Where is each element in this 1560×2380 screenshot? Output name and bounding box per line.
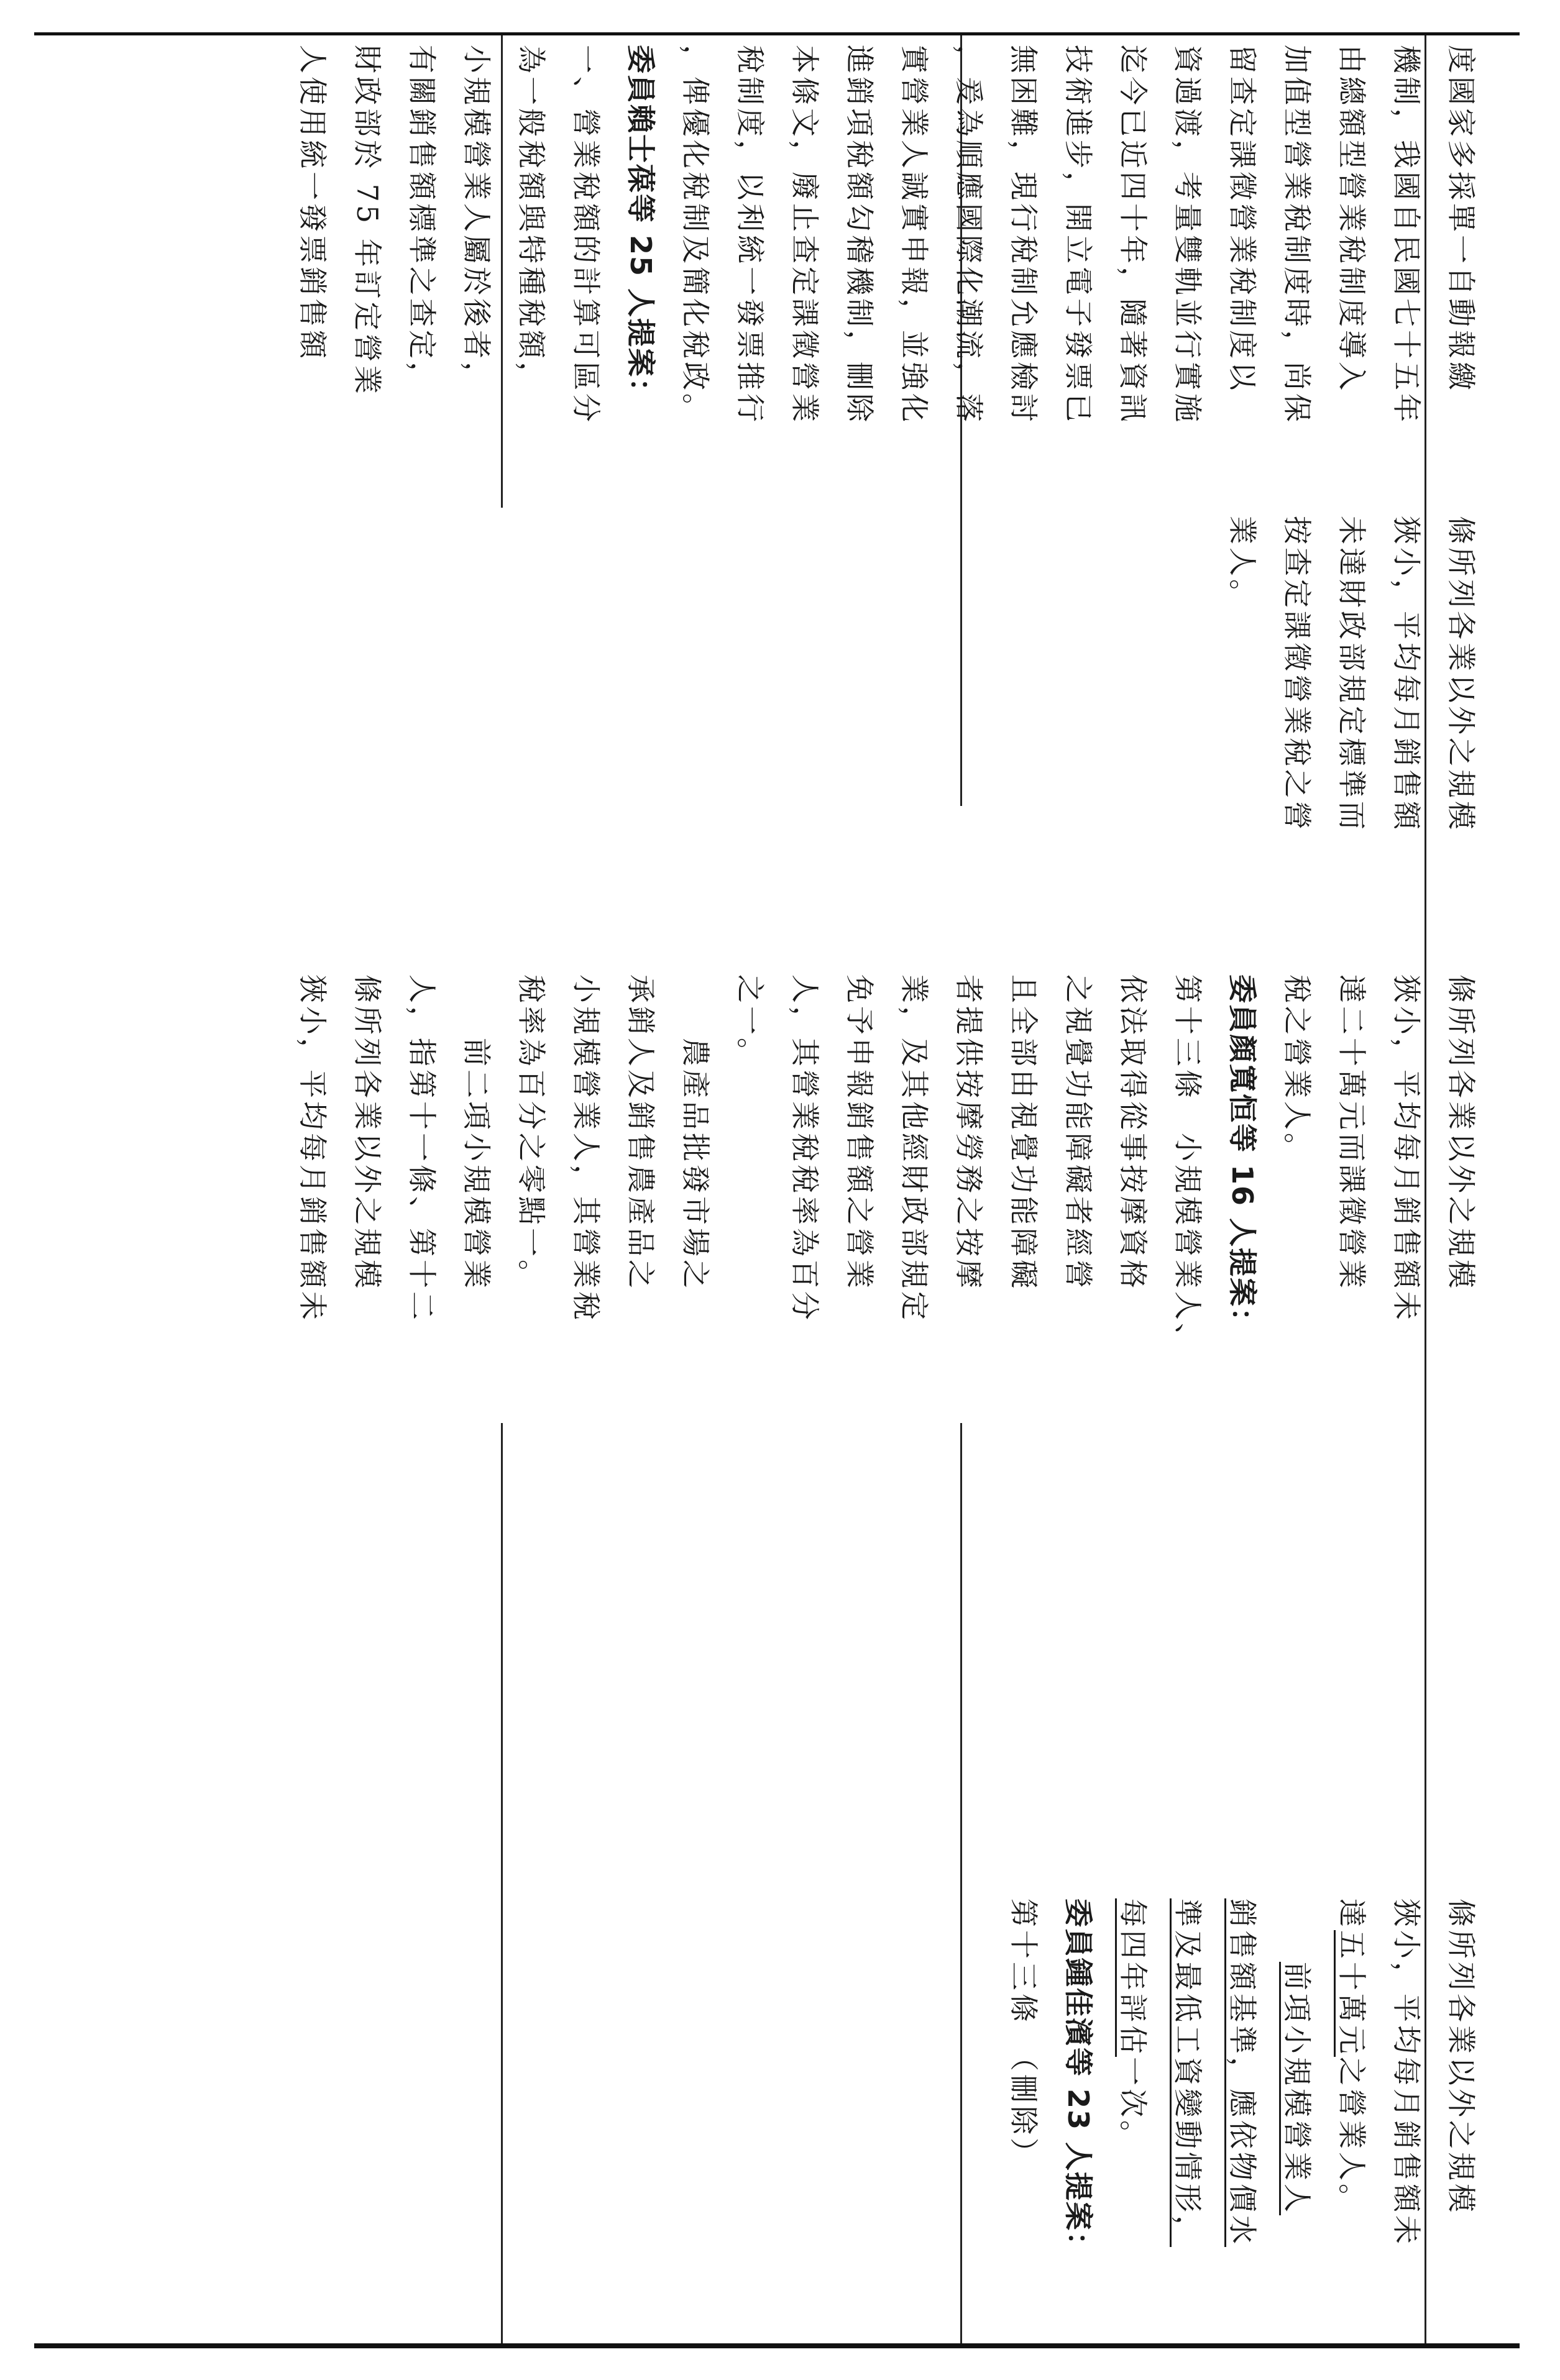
text-line: 依法取得從事按摩資格 <box>1116 974 1150 1291</box>
panel-3-block <box>285 974 1489 1409</box>
text-segment: 達 <box>1335 1898 1369 1930</box>
text-line: 有關銷售額標準之查定， <box>405 45 439 393</box>
bottom-rule <box>34 2343 1520 2348</box>
text-line: 人，指第十一條、第十二 <box>405 974 439 1323</box>
text-line: 前二項小規模營業 <box>460 974 493 1291</box>
text-line: 條所列各業以外之規模 <box>1444 974 1478 1291</box>
text-line: 稅率為百分之零點一。 <box>515 974 548 1291</box>
text-line: 者提供按摩勞務之按摩 <box>952 974 986 1291</box>
text-segment: 一次。 <box>1116 2057 1150 2152</box>
text-line: 條所列各業以外之規模 <box>1444 516 1478 833</box>
amended-line: 銷售額基準，應依物價水 <box>1226 1898 1259 2247</box>
text-line <box>1324 1898 1379 2333</box>
text-line: 之一。 <box>733 974 767 1069</box>
text-line: 第十三條 （刪除） <box>1007 1898 1040 2169</box>
text-line: 留查定課徵營業稅制度以 <box>1226 45 1259 393</box>
text-line: 未達財政部規定標準而 <box>1335 516 1369 833</box>
text-line: 財政部於 75 年訂定營業 <box>351 45 384 397</box>
text-line: 本條文，廢止查定課徵營業 <box>788 45 822 425</box>
text-line: 進銷項稅額勾稽機制，刪除 <box>843 45 876 425</box>
text-segment: 之營業人。 <box>1335 2057 1369 2215</box>
text-line: 狹小，平均每月銷售額未 <box>296 974 329 1323</box>
text-line: 小規模營業人屬於後者， <box>460 45 493 393</box>
text-line: 技術進步，開立電子發票已 <box>1062 45 1095 425</box>
top-rule <box>34 32 1520 35</box>
text-line: 狹小，平均每月銷售額未 <box>1390 1898 1423 2247</box>
text-line: 實營業人誠實申報，並強化 <box>897 45 931 425</box>
text-segment <box>1280 1898 1314 1962</box>
text-line: 資過渡，考量雙軌並行實施 <box>1171 45 1204 425</box>
text-line: 為一般稅額與特種稅額， <box>515 45 548 393</box>
text-line: 條所列各業以外之規模 <box>351 974 384 1291</box>
text-line: 無困難，現行稅制允應檢討 <box>1007 45 1040 425</box>
text-line: 業，及其他經財政部規定 <box>897 974 931 1323</box>
panel-1-block <box>285 45 1489 498</box>
divider-line <box>501 1423 503 2343</box>
text-line: 由總額型營業稅制度導入 <box>1335 45 1369 393</box>
text-line: 業人。 <box>1226 516 1259 611</box>
text-line: 稅之營業人。 <box>1280 974 1314 1165</box>
text-line: 度國家多採單一自動報繳 <box>1444 45 1478 393</box>
text-line: 一、營業稅額的計算可區分 <box>569 45 603 425</box>
panel-2-block <box>1215 516 1489 951</box>
text-line: 狹小，平均每月銷售額未 <box>1390 974 1423 1323</box>
text-line: 農產品批發市場之 <box>679 974 712 1291</box>
text-line: 狹小，平均每月銷售額 <box>1390 516 1423 833</box>
proposal-heading: 委員鍾佳濱等 23 人提案： <box>1062 1898 1095 2262</box>
amended-text: 五十萬元 <box>1335 1930 1369 2057</box>
text-line: 人使用統一發票銷售額 <box>296 45 329 362</box>
text-line: ，爰為順應國際化潮流，落 <box>952 45 986 425</box>
panel-4-block <box>996 1898 1489 2333</box>
text-line: 機制，我國自民國七十五年 <box>1390 45 1423 425</box>
text-line: 免予申報銷售額之營業 <box>843 974 876 1291</box>
text-line: 達二十萬元而課徵營業 <box>1335 974 1369 1291</box>
amended-text: 每四年評估 <box>1116 1898 1150 2057</box>
text-line: 稅制度，以利統一發票推行 <box>733 45 767 425</box>
text-line <box>1106 1898 1160 2333</box>
text-line: 且全部由視覺功能障礙 <box>1007 974 1040 1291</box>
divider-line <box>960 1423 962 2343</box>
proposal-heading: 委員顏寬恒等 16 人提案： <box>1226 974 1259 1338</box>
text-line: 之視覺功能障礙者經營 <box>1062 974 1095 1291</box>
text-line: 迄今已近四十年，隨著資訊 <box>1116 45 1150 425</box>
text-line: 人，其營業稅稅率為百分 <box>788 974 822 1323</box>
text-line: 小規模營業人，其營業稅 <box>569 974 603 1323</box>
proposal-heading: 委員賴士葆等 25 人提案： <box>624 45 658 408</box>
text-line: 第十三條 小規模營業人、 <box>1171 974 1204 1355</box>
text-line: ，俾優化稅制及簡化稅政。 <box>679 45 712 425</box>
amended-text: 前項小規模營業人 <box>1280 1962 1314 2215</box>
amended-line: 準及最低工資變動情形， <box>1171 1898 1204 2247</box>
text-line <box>1270 1898 1324 2333</box>
text-line: 承銷人及銷售農產品之 <box>624 974 658 1291</box>
text-line: 加值型營業稅制度時，尚保 <box>1280 45 1314 425</box>
text-line: 條所列各業以外之規模 <box>1444 1898 1478 2215</box>
text-line: 按查定課徵營業稅之營 <box>1280 516 1314 833</box>
